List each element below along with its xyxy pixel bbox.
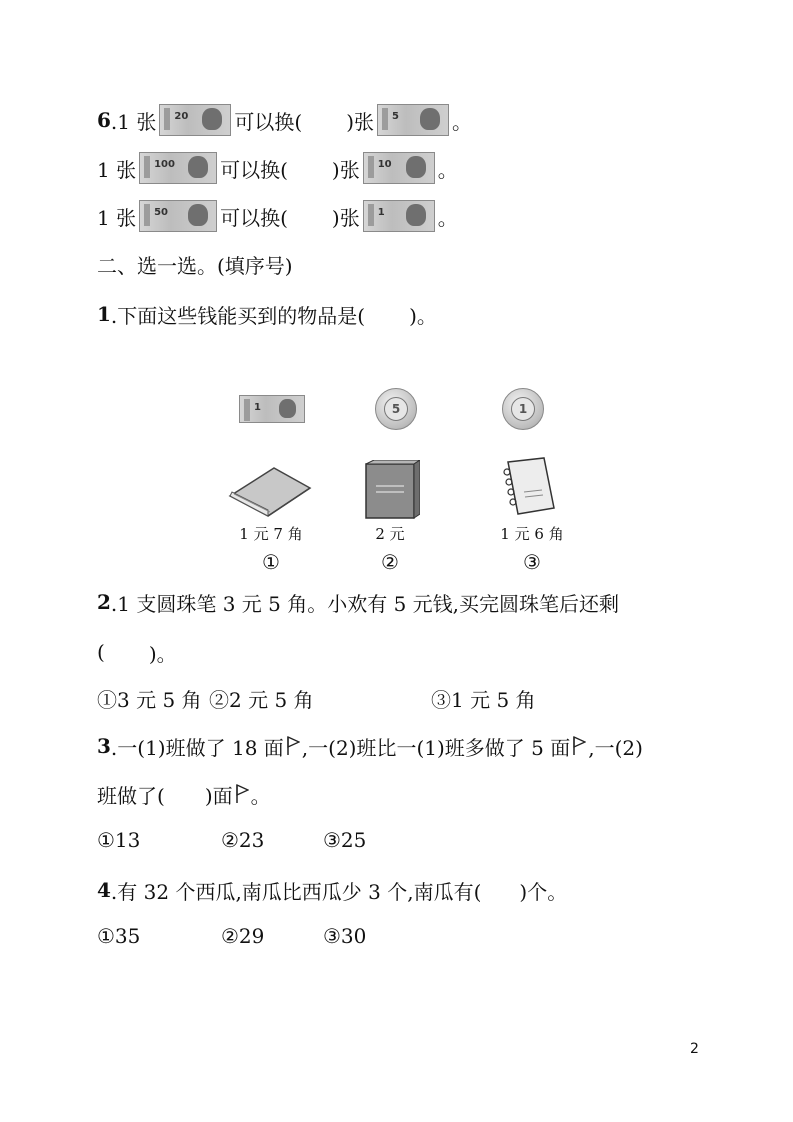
q4-number: 4 — [97, 878, 111, 902]
q3-option-2: ②23 — [221, 828, 265, 852]
q4-text: .有 32 个西瓜,南瓜比西瓜少 3 个,南瓜有( — [110, 879, 482, 904]
flag-icon — [286, 736, 300, 756]
q2-option-1: ①3 元 5 角 — [97, 687, 202, 712]
q3-option-1: ①13 — [97, 828, 141, 852]
q6-line-2 — [97, 148, 458, 188]
q6-line1-post: )张 — [346, 109, 374, 134]
coin-icon — [502, 388, 544, 430]
q1-end: )。 — [409, 303, 437, 328]
item-price: 1 元 7 角 — [239, 525, 303, 543]
q3-text-a: .一(1)班做了 18 面 — [110, 735, 284, 760]
q1-number: 1 — [97, 302, 111, 326]
q6-line-1 — [97, 100, 472, 140]
q6-line2-mid: 可以换( — [220, 157, 288, 182]
q3-line2-b: )面 — [204, 783, 233, 808]
q6-line1-mid: 可以换( — [234, 109, 303, 134]
banknote-icon — [239, 395, 305, 423]
q4-end: )个。 — [519, 879, 568, 904]
q3-options — [97, 820, 366, 860]
note-denomination: 10 — [377, 159, 392, 170]
q3-text-b: ,一(2)班比一(1)班多做了 5 面 — [301, 735, 571, 760]
napkin-stack-icon — [228, 466, 312, 518]
item-label: ② — [381, 550, 399, 574]
book-icon — [360, 460, 420, 522]
q6-line2-end: 。 — [437, 157, 458, 182]
q3-number: 3 — [97, 734, 111, 758]
q3-text-c: ,一(2) — [588, 735, 643, 760]
banknote-icon — [139, 152, 217, 184]
coin-icon — [375, 388, 417, 430]
q2-option-3: ③1 元 5 角 — [431, 687, 536, 712]
q4-option-3: ③30 — [323, 924, 367, 948]
q4-line — [97, 870, 567, 910]
flag-icon — [235, 784, 249, 804]
banknote-icon — [363, 152, 435, 184]
q6-line3-mid: 可以换( — [220, 205, 288, 230]
q3-line2-a: 班做了( — [97, 783, 165, 808]
note-denomination: 1 — [377, 207, 385, 218]
q6-line3-end: 。 — [437, 205, 458, 230]
q2-options — [97, 678, 536, 718]
q1-text: .下面这些钱能买到的物品是( — [110, 303, 366, 328]
notebook-icon — [494, 456, 558, 520]
q3-line2-end: 。 — [250, 783, 271, 808]
coin-denomination: 5 — [384, 397, 408, 421]
page-number: 2 — [690, 1041, 699, 1057]
item-label: ③ — [523, 550, 541, 574]
q6-line-3 — [97, 196, 458, 236]
banknote-icon — [159, 104, 231, 136]
q3-option-3: ③25 — [323, 828, 367, 852]
q2-number: 2 — [97, 590, 111, 614]
banknote-icon — [377, 104, 449, 136]
q6-line1-pre: .1 张 — [110, 109, 157, 134]
note-denomination: 100 — [154, 159, 175, 170]
banknote-icon — [363, 200, 435, 232]
section-title-text: 二、选一选。(填序号) — [97, 253, 293, 278]
q2-line-2 — [97, 632, 177, 672]
flag-icon — [572, 736, 586, 756]
q2-end: )。 — [148, 641, 177, 666]
item-label: ① — [262, 550, 280, 574]
q3-line-1 — [97, 726, 643, 766]
q1-line — [97, 294, 437, 334]
item-price: 2 元 — [375, 525, 405, 543]
item-price: 1 元 6 角 — [500, 525, 564, 543]
q4-options — [97, 916, 366, 956]
q2-text: .1 支圆珠笔 3 元 5 角。小欢有 5 元钱,买完圆珠笔后还剩 — [110, 591, 620, 616]
q6-line3-post: )张 — [331, 205, 360, 230]
q6-number: 6 — [97, 108, 111, 132]
q6-line2-post: )张 — [331, 157, 360, 182]
note-denomination: 1 — [254, 402, 261, 413]
note-denomination: 50 — [154, 207, 169, 218]
q6-line2-pre: 1 张 — [97, 157, 137, 182]
banknote-icon — [139, 200, 217, 232]
q4-option-2: ②29 — [221, 924, 265, 948]
q2-option-2: ②2 元 5 角 — [209, 687, 314, 712]
q6-line3-pre: 1 张 — [97, 205, 137, 230]
note-denomination: 5 — [392, 111, 399, 122]
q4-option-1: ①35 — [97, 924, 141, 948]
q2-line-1 — [97, 582, 619, 622]
q6-line1-end: 。 — [452, 109, 472, 134]
q2-line2: ( — [97, 640, 105, 664]
q3-line-2 — [97, 774, 271, 814]
note-denomination: 20 — [174, 111, 189, 122]
coin-denomination: 1 — [511, 397, 535, 421]
section-title — [97, 244, 293, 284]
